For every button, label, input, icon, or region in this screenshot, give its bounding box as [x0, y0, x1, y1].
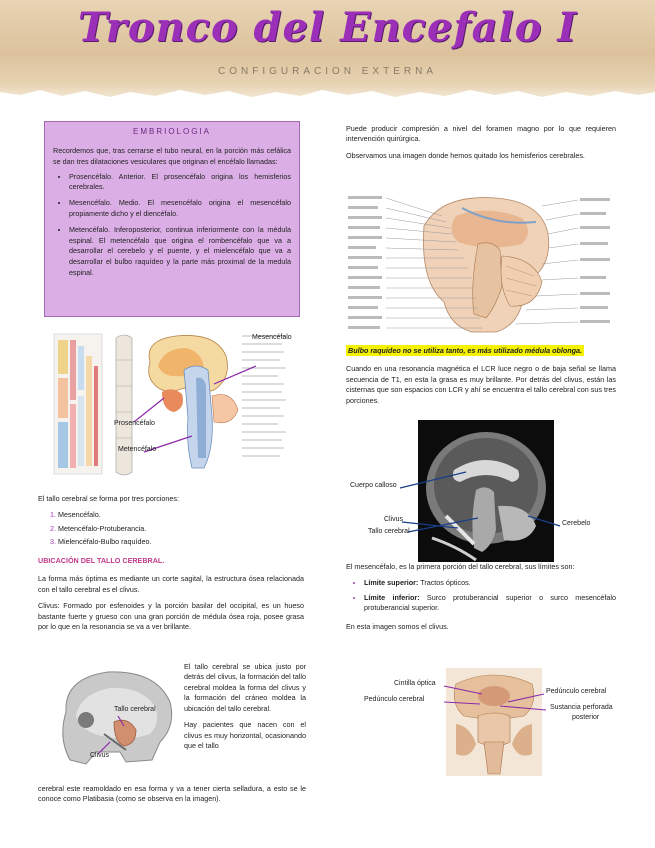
paragraph-mesencefalo: El mesencéfalo, es la primera porción del tallo cerebral, sus límites son: — [346, 562, 575, 571]
paragraph-clivus-image: En esta imagen somos el clivus. — [346, 621, 449, 631]
side-text — [184, 662, 306, 758]
side-paragraph-1: El tallo cerebral se ubica justo por detrás del clivus, la formación del tallo cerebral moldea la forma del clivus y la formación del cráneo moldea la ubicación del tallo cerebral. — [184, 662, 306, 713]
paragraph-foramen: Puede producir compresión a nivel del foramen magno por lo que requieren intervención quirúrgica. — [346, 124, 616, 144]
label-sustancia-perforada: Sustancia perforada — [550, 704, 613, 711]
highlight-note: Bulbo raquídeo no se utiliza tanto, es más utilizado médula oblonga. — [348, 346, 583, 355]
skull-illustration — [52, 664, 180, 768]
vesicle-chart — [54, 334, 102, 474]
paragraph-observamos: Observamos una imagen donde hemos quitado los hemisferios cerebrales. — [346, 150, 585, 160]
label-clivus: Clivus — [90, 752, 110, 759]
mri-sagittal-image — [346, 420, 616, 562]
brainstem-sagittal-illustration — [346, 186, 614, 338]
label-mesencefalo: Mesencéfalo — [252, 334, 292, 341]
embriologia-intro: Recordemos que, tras cerrarse el tubo neural, en la porción más cefálica se dan tres dilataciones vesiculares que originan el encéfalo llamadas: — [53, 146, 291, 166]
label-pedunculo-left: Pedúnculo cerebral — [364, 696, 425, 703]
page-title: Tronco del Encefalo I — [77, 4, 578, 51]
skull-figure — [52, 664, 180, 768]
label-posterior: posterior — [572, 714, 600, 721]
list-item: • Mesencéfalo. Medio. El mesencéfalo origina el mesencéfalo propiamente dicho y el diencéfalo. — [69, 198, 291, 220]
mri-figure — [346, 420, 616, 562]
list-item — [364, 593, 616, 614]
limits-list — [346, 578, 616, 613]
left-column — [38, 494, 304, 638]
list-item — [364, 578, 616, 588]
parts-list — [38, 510, 304, 547]
header-banner — [0, 0, 655, 98]
brainstem-sagittal-figure — [346, 186, 614, 338]
clivus-paragraph: Clivus: Formado por esfenoides y la porción basilar del occipital, es un hueso bastante fuerte y grueso con una gran porción de médula ósea roja, posee grasa por lo que en la resonancia se va a ver brillante. — [38, 601, 304, 631]
label-metencefalo: Metencéfalo — [118, 446, 157, 453]
label-tallo-mri: Tallo cerebral — [368, 528, 410, 535]
embryology-figure — [46, 326, 308, 482]
side-paragraph-2: Hay pacientes que nacen con el clivus es muy horizontal, ocasionando que el tallo — [184, 720, 306, 751]
ubicacion-paragraph: La forma más óptima es mediante un corte sagital, la estructura ósea relacionada con el tallo cerebral es el clivus. — [38, 574, 304, 594]
right-column-mid — [346, 346, 616, 412]
label-prosencefalo: Prosencéfalo — [114, 420, 155, 427]
vesicle-list — [53, 172, 291, 279]
list-item: 2. Metencéfalo-Protuberancia. — [58, 524, 304, 534]
limit-inf-label: Límite inferior: — [364, 592, 420, 602]
limit-sup-text: Tractos ópticos. — [418, 578, 471, 588]
label-clivus-mri: Clivus — [384, 516, 404, 523]
list-item: • Metencéfalo. Inferoposterior, continua inferiormente con la médula espinal. El metencéfalo que origina el rombencéfalo que va a desarrollar el cerebelo y el puente, y el mielencéfalo que va a desarrollar el bulbo raquídeo y la parte más proximal de la medula espinal. — [69, 225, 291, 279]
list-item: 1. Mesencéfalo. — [58, 510, 304, 520]
limit-inf-text: Surco protuberancial superior o surco mesencéfalo protuberancial superior. — [364, 592, 616, 613]
paragraph-resonancia: Cuando en una resonancia magnética el LCR luce negro o de baja señal se llama secuencia de T1, en esta la grasa es muy brillante. Por detrás del clivus, están las cisternas que son espacios con LCR y ahí se encuentra el tallo cerebral con sus tres porciones. — [346, 364, 616, 405]
platibasia-paragraph: cerebral este reamoldado en esa forma y va a tener cierta selladura, a esto se le conoce como Platibasia (como se observa en la imagen). — [38, 784, 306, 804]
embriologia-box — [44, 121, 300, 317]
right-column-top — [346, 124, 616, 167]
label-cuerpo-calloso: Cuerpo calloso — [350, 482, 397, 489]
page-subtitle: CONFIGURACION EXTERNA — [217, 66, 437, 77]
tail-text — [38, 784, 306, 811]
label-cintilla-optica: Cintilla óptica — [394, 680, 436, 687]
label-pedunculo-right: Pedúnculo cerebral — [546, 688, 607, 695]
list-item: • Prosencéfalo. Anterior. El prosencéfalo origina los hemisferios cerebrales. — [69, 172, 291, 194]
torn-paper-edge — [0, 86, 655, 104]
label-cerebelo: Cerebelo — [562, 520, 591, 527]
brain-base-figure — [360, 664, 624, 780]
list-item: 3. Mielencéfalo-Bulbo raquídeo. — [58, 537, 304, 547]
embryology-diagram — [46, 326, 308, 482]
parts-intro: El tallo cerebral se forma por tres porciones: — [38, 494, 180, 503]
embriologia-title: EMBRIOLOGIA — [132, 127, 211, 136]
label-tallo-cerebral: Tallo cerebral — [114, 706, 156, 713]
ubicacion-heading: UBICACIÓN DEL TALLO CEREBRAL. — [38, 555, 165, 565]
neural-tube-column — [116, 335, 132, 475]
right-column-bottom — [346, 562, 616, 638]
limit-sup-label: Límite superior: — [364, 578, 419, 588]
